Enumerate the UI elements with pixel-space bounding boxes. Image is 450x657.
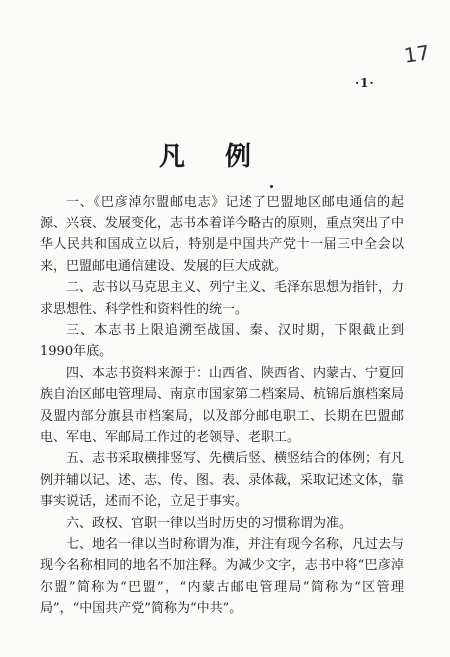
page-title: 凡例 — [158, 142, 291, 172]
paragraph-5: 五、志书采取横排竖写、先横后竖、横竖结合的体例；有凡例并辅以记、述、志、传、图、表、录体裁，采取记述文体，靠事实说话，述而不论，立足于事实。 — [40, 451, 405, 509]
body-text — [40, 192, 404, 620]
paragraph-7: 七、地名一律以当时称谓为准，并注有现今名称，凡过去与现今名称相同的地名不加注释。为减少文字，志书中将“巴彦淖尔盟”简称为“巴盟”，“内蒙古邮电管理局”简称为“区管理局”，“中国共产党”简称为“中共”。 — [40, 537, 405, 616]
paragraph-3: 三、本志书上限追溯至战国、秦、汉时期，下限截止到1990年底。 — [40, 323, 404, 360]
paragraph-2: 二、志书以马克思主义、列宁主义、毛泽东思想为指针，力求思想性、科学性和资料性的统一。 — [40, 280, 405, 317]
paragraph-1: 一、《巴彦淖尔盟邮电志》记述了巴盟地区邮电通信的起源、兴衰、发展变化，志书本着详今略古的原则，重点突出了中华人民共和国成立以后，特别是中国共产党十一届三中全会以来，巴盟邮电通信建设、发展的巨大成就。 — [40, 195, 405, 274]
paragraph-6: 六、政权、官职一律以当时历史的习惯称谓为准。 — [66, 515, 353, 531]
handwritten-page-mark: 17 — [402, 40, 431, 68]
print-speck — [270, 185, 273, 188]
paragraph-4: 四、本志书资料来源于：山西省、陕西省、内蒙古、宁夏回族自治区邮电管理局、南京市国家第二档案局、杭锦后旗档案局及盟内部分旗县市档案局，以及部分邮电职工、长期在巴盟邮电、军电、军邮局工作过的老领导、老职工。 — [40, 366, 405, 445]
page-number: ·1· — [355, 76, 375, 90]
